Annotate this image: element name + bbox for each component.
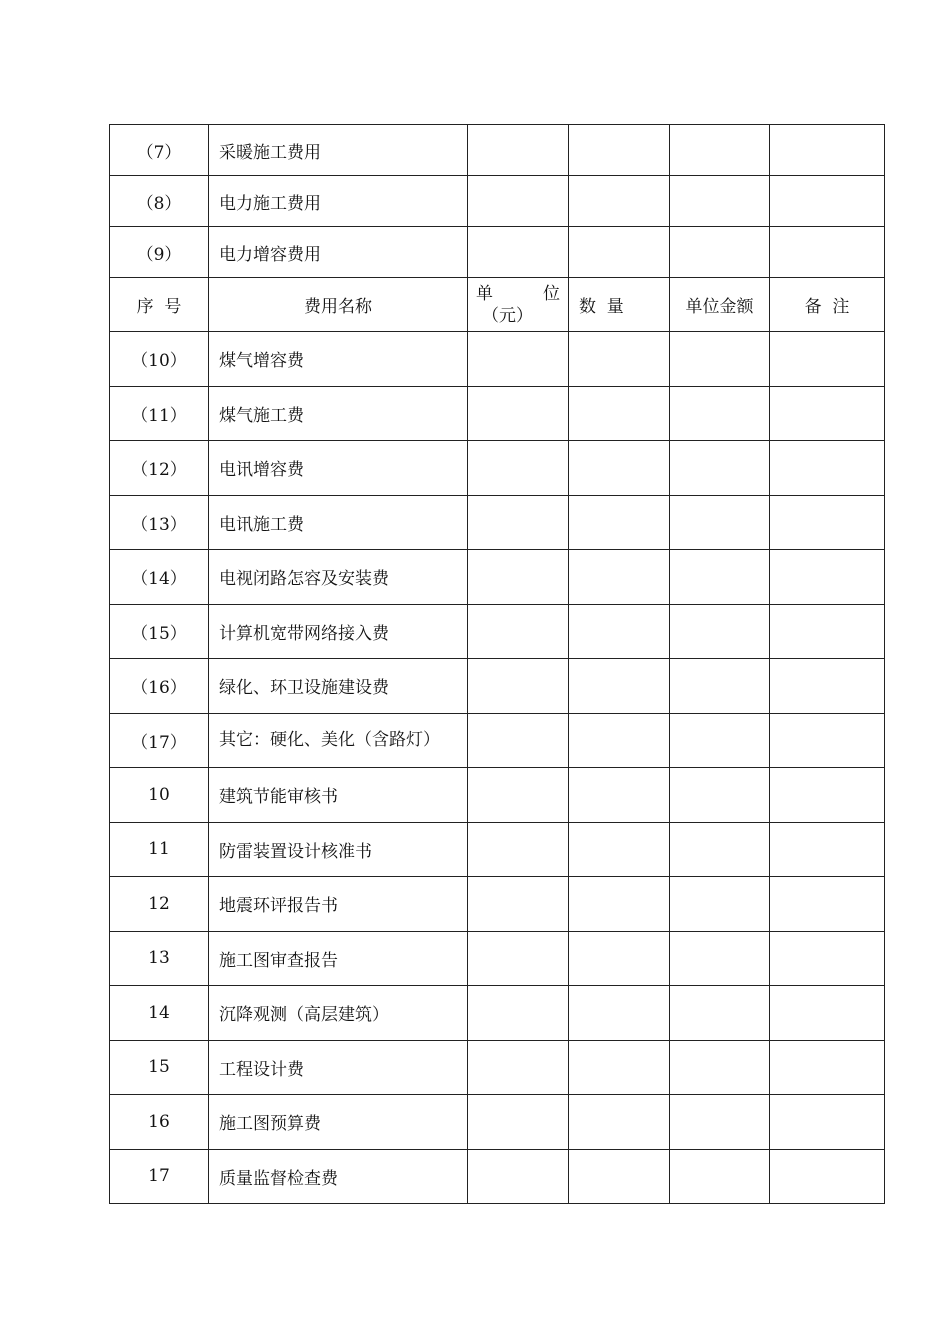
unit-amount-cell [670, 386, 770, 441]
header-unit [468, 278, 569, 332]
unit-amount-cell [670, 1095, 770, 1150]
table-body-top [110, 125, 885, 278]
header-cost-name: 费用名称 [209, 278, 468, 332]
unit-amount-cell [670, 822, 770, 877]
unit-cell [468, 1095, 569, 1150]
cost-table [109, 124, 885, 1204]
unit-cell [468, 659, 569, 714]
row-number: 16 [110, 1095, 209, 1150]
remark-cell [770, 332, 885, 387]
table-row [110, 550, 885, 605]
unit-amount-cell [670, 986, 770, 1041]
unit-amount-cell [670, 931, 770, 986]
table-row [110, 931, 885, 986]
row-number: （14） [110, 550, 209, 605]
table-row [110, 1095, 885, 1150]
unit-amount-cell [670, 550, 770, 605]
remark-cell [770, 822, 885, 877]
row-number: （12） [110, 441, 209, 496]
row-number: （17） [110, 713, 209, 768]
row-number: （13） [110, 495, 209, 550]
table-header-section [110, 278, 885, 332]
quantity-cell [569, 931, 670, 986]
table-row [110, 659, 885, 714]
quantity-cell [569, 125, 670, 176]
row-cost-name: 电力施工费用 [209, 176, 468, 227]
unit-cell [468, 877, 569, 932]
unit-cell [468, 176, 569, 227]
row-number: 14 [110, 986, 209, 1041]
remark-cell [770, 227, 885, 278]
row-cost-name: 采暖施工费用 [209, 125, 468, 176]
quantity-cell [569, 550, 670, 605]
table-header-row [110, 278, 885, 332]
table-row [110, 227, 885, 278]
unit-cell [468, 386, 569, 441]
unit-cell [468, 986, 569, 1041]
unit-amount-cell [670, 176, 770, 227]
row-cost-name: 电力增容费用 [209, 227, 468, 278]
unit-amount-cell [670, 768, 770, 823]
table-row [110, 1040, 885, 1095]
row-cost-name: 施工图预算费 [209, 1095, 468, 1150]
quantity-cell [569, 986, 670, 1041]
remark-cell [770, 659, 885, 714]
quantity-cell [569, 659, 670, 714]
quantity-cell [569, 822, 670, 877]
table-row [110, 1149, 885, 1204]
header-unit-char2: 位 [543, 283, 560, 304]
row-cost-name: 电讯施工费 [209, 495, 468, 550]
table-row [110, 386, 885, 441]
unit-amount-cell [670, 332, 770, 387]
row-cost-name: 防雷装置设计核准书 [209, 822, 468, 877]
quantity-cell [569, 332, 670, 387]
remark-cell [770, 768, 885, 823]
remark-cell [770, 441, 885, 496]
table-row [110, 125, 885, 176]
quantity-cell [569, 604, 670, 659]
unit-cell [468, 713, 569, 768]
quantity-cell [569, 227, 670, 278]
header-quantity: 数 量 [569, 278, 670, 332]
row-cost-name: 计算机宽带网络接入费 [209, 604, 468, 659]
row-cost-name: 煤气增容费 [209, 332, 468, 387]
row-number: （11） [110, 386, 209, 441]
row-number: （7） [110, 125, 209, 176]
quantity-cell [569, 768, 670, 823]
unit-amount-cell [670, 659, 770, 714]
remark-cell [770, 931, 885, 986]
remark-cell [770, 125, 885, 176]
row-number: 15 [110, 1040, 209, 1095]
unit-cell [468, 604, 569, 659]
remark-cell [770, 550, 885, 605]
remark-cell [770, 1040, 885, 1095]
table-row [110, 877, 885, 932]
unit-amount-cell [670, 877, 770, 932]
table-row [110, 713, 885, 768]
remark-cell [770, 1149, 885, 1204]
quantity-cell [569, 386, 670, 441]
unit-cell [468, 822, 569, 877]
row-number: （16） [110, 659, 209, 714]
row-cost-name: 建筑节能审核书 [209, 768, 468, 823]
row-cost-name: 绿化、环卫设施建设费 [209, 659, 468, 714]
unit-amount-cell [670, 1149, 770, 1204]
row-cost-name: 质量监督检查费 [209, 1149, 468, 1204]
remark-cell [770, 495, 885, 550]
row-number: 10 [110, 768, 209, 823]
unit-amount-cell [670, 604, 770, 659]
remark-cell [770, 1095, 885, 1150]
quantity-cell [569, 176, 670, 227]
header-unit-currency: （元） [482, 305, 533, 326]
row-number: （8） [110, 176, 209, 227]
quantity-cell [569, 1095, 670, 1150]
quantity-cell [569, 877, 670, 932]
unit-amount-cell [670, 1040, 770, 1095]
row-number: （15） [110, 604, 209, 659]
row-cost-name: 电讯增容费 [209, 441, 468, 496]
quantity-cell [569, 1149, 670, 1204]
quantity-cell [569, 713, 670, 768]
unit-cell [468, 227, 569, 278]
table-row [110, 441, 885, 496]
unit-amount-cell [670, 713, 770, 768]
table-body-bottom [110, 332, 885, 1204]
remark-cell [770, 986, 885, 1041]
header-serial-number: 序 号 [110, 278, 209, 332]
quantity-cell [569, 1040, 670, 1095]
row-cost-name: 其它：硬化、美化（含路灯） [209, 713, 468, 768]
unit-cell [468, 550, 569, 605]
unit-cell [468, 125, 569, 176]
unit-cell [468, 332, 569, 387]
unit-amount-cell [670, 495, 770, 550]
row-cost-name: 工程设计费 [209, 1040, 468, 1095]
row-cost-name: 地震环评报告书 [209, 877, 468, 932]
quantity-cell [569, 441, 670, 496]
row-number: （10） [110, 332, 209, 387]
table-row [110, 604, 885, 659]
table-row [110, 986, 885, 1041]
header-unit-amount: 单位金额 [670, 278, 770, 332]
unit-amount-cell [670, 441, 770, 496]
unit-cell [468, 768, 569, 823]
row-number: （9） [110, 227, 209, 278]
table-row [110, 495, 885, 550]
unit-amount-cell [670, 125, 770, 176]
table-row [110, 768, 885, 823]
unit-cell [468, 1149, 569, 1204]
row-cost-name: 电视闭路怎容及安装费 [209, 550, 468, 605]
row-cost-name: 沉降观测（高层建筑） [209, 986, 468, 1041]
row-number: 17 [110, 1149, 209, 1204]
unit-cell [468, 441, 569, 496]
remark-cell [770, 713, 885, 768]
remark-cell [770, 386, 885, 441]
row-number: 11 [110, 822, 209, 877]
row-cost-name: 施工图审查报告 [209, 931, 468, 986]
unit-cell [468, 931, 569, 986]
row-cost-name: 煤气施工费 [209, 386, 468, 441]
row-number: 13 [110, 931, 209, 986]
unit-cell [468, 1040, 569, 1095]
unit-cell [468, 495, 569, 550]
header-remark: 备 注 [770, 278, 885, 332]
remark-cell [770, 877, 885, 932]
unit-amount-cell [670, 227, 770, 278]
row-number: 12 [110, 877, 209, 932]
table-row [110, 822, 885, 877]
table-row [110, 332, 885, 387]
table-row [110, 176, 885, 227]
header-unit-line1 [476, 283, 560, 305]
header-unit-char1: 单 [476, 283, 493, 304]
remark-cell [770, 604, 885, 659]
quantity-cell [569, 495, 670, 550]
remark-cell [770, 176, 885, 227]
